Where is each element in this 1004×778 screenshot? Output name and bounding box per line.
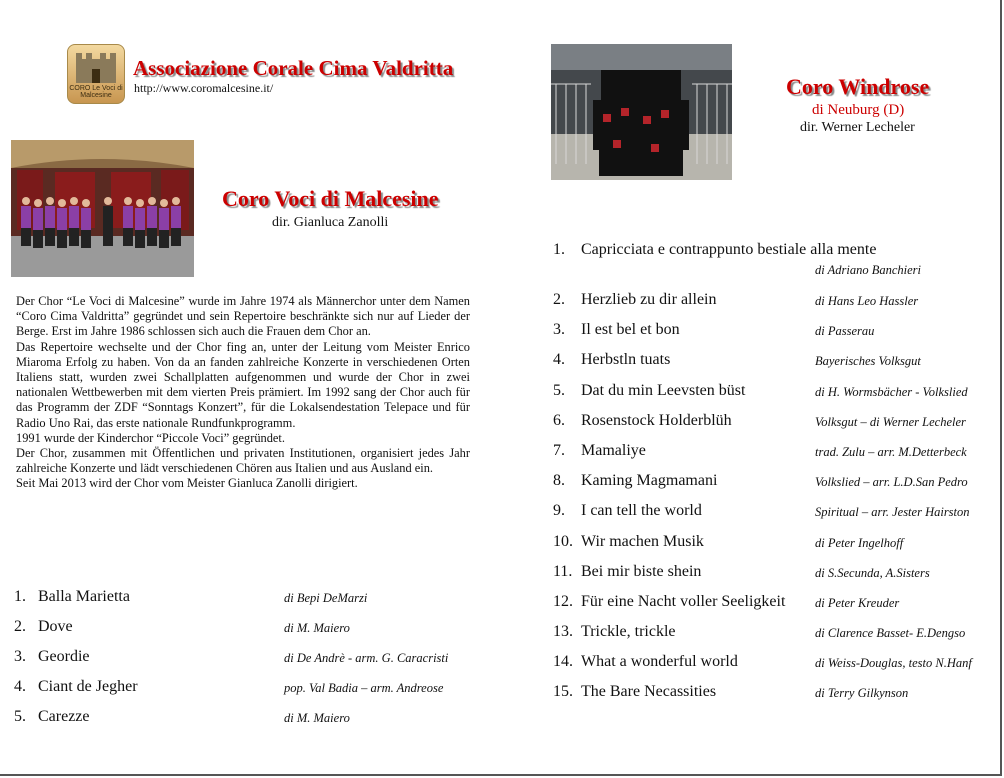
song-title: Kaming Magmamani <box>581 472 718 490</box>
song-title: What a wonderful world <box>581 653 738 671</box>
item-number: 8. <box>553 472 565 490</box>
item-number: 2. <box>14 618 26 635</box>
song-composer: di Adriano Banchieri <box>815 263 922 277</box>
song-composer: di H. Wormsbächer - Volkslied <box>815 384 968 399</box>
item-number: 13. <box>553 623 573 641</box>
list-item <box>553 472 993 502</box>
song-title: Dat du min Leevsten büst <box>581 381 746 399</box>
item-number: 1. <box>553 241 565 258</box>
bio-paragraph: Der Chor, zusammen mit Öffentlichen und privaten Institutionen, organisiert jedes Jahr zahlreiche Konzerte und lädt verschiedenen Chören aus Italien und aus Ausland ein. <box>16 446 470 476</box>
song-composer: di M. Maiero <box>284 711 350 725</box>
song-composer: Spiritual – arr. Jester Hairston <box>815 505 970 520</box>
coro-malcesine-director: dir. Gianluca Zanolli <box>272 215 389 230</box>
item-number: 3. <box>553 321 565 339</box>
song-title: Mamaliye <box>581 441 646 459</box>
song-composer: di De Andrè - arm. G. Caracristi <box>284 651 449 665</box>
song-title: Wir machen Musik <box>581 532 704 550</box>
song-title: Dove <box>38 618 73 635</box>
item-number: 11. <box>553 562 573 580</box>
song-composer: Volksgut – di Werner Lecheler <box>815 414 966 429</box>
song-title: Herbstln tuats <box>581 351 671 369</box>
list-item <box>553 563 993 593</box>
bio-paragraph: Das Repertoire wechselte und der Chor fing an, unter der Leitung vom Meister Enrico Miaroma Erfolg zu haben. Von da an fanden zahlreiche Konzerte in verschiedenen Orten Italiens statt, wurden zwei Schallplatten aufgenommen und wurde der Chor in zwei nationalen Wettbewerben mit dem vierten Preis prämiert. Im 1992 sang der Chor auch für das Programm der ZDF “Sonntags Konzert”, für die Lokalsendestation Telepace und für Radio Uno Rai, das erste nationale Rundfunkprogramm. <box>16 339 470 430</box>
bio-paragraph: Der Chor “Le Voci di Malcesine” wurde im Jahre 1974 als Männerchor unter dem Namen “Coro Cima Valdritta” gegründet und sein Repertoire beschränkte sich nur auf Lieder der Berge. Erst im Jahre 1986 schlossen sich auch die Frauen dem Chor an. <box>16 294 470 339</box>
song-composer: di Peter Ingelhoff <box>815 535 904 550</box>
item-number: 5. <box>14 708 26 725</box>
song-composer: di Clarence Basset- E.Dengso <box>815 626 966 641</box>
list-item <box>14 588 484 618</box>
list-item <box>553 351 993 381</box>
list-item <box>553 593 993 623</box>
song-title: Ciant de Jegher <box>38 678 138 695</box>
windrose-program-list <box>553 241 993 714</box>
song-title: Bei mir biste shein <box>581 562 702 580</box>
bio-paragraph: Seit Mai 2013 wird der Chor vom Meister Gianluca Zanolli dirigiert. <box>16 476 358 491</box>
song-composer: di Terry Gilkynson <box>815 686 909 701</box>
song-composer: di Weiss-Douglas, testo N.Hanf <box>815 656 972 671</box>
item-number: 2. <box>553 291 565 308</box>
song-title: Il est bel et bon <box>581 321 680 339</box>
list-item <box>553 653 993 683</box>
list-item <box>553 502 993 532</box>
song-title: Rosenstock Holderblüh <box>581 411 732 429</box>
item-number: 12. <box>553 592 573 610</box>
list-item <box>553 382 993 412</box>
coro-malcesine-title: Coro Voci di Malcesine <box>222 186 439 211</box>
coro-windrose-title: Coro Windrose <box>786 74 930 99</box>
list-item <box>553 442 993 472</box>
list-item <box>553 321 993 351</box>
list-item <box>553 683 993 713</box>
song-title: The Bare Necassities <box>581 683 717 701</box>
item-number: 1. <box>14 588 26 605</box>
list-item <box>14 648 484 678</box>
song-title: Trickle, trickle <box>581 623 676 641</box>
song-composer: Volkslied – arr. L.D.San Pedro <box>815 475 968 490</box>
song-composer: di Hans Leo Hassler <box>815 294 919 308</box>
malcesine-program-list <box>14 588 484 738</box>
logo-text: CORO Le Voci di Malcesine <box>69 85 123 99</box>
item-number: 15. <box>553 683 573 701</box>
list-item <box>14 618 484 648</box>
song-title: Capricciata e contrappunto bestiale alla mente <box>581 241 877 258</box>
coro-malcesine-bio <box>16 294 470 492</box>
association-title: Associazione Corale Cima Valdritta <box>133 56 454 80</box>
song-composer: di Peter Kreuder <box>815 595 900 610</box>
list-item <box>553 533 993 563</box>
item-number: 5. <box>553 381 565 399</box>
bio-paragraph: 1991 wurde der Kinderchor “Piccole Voci” gegründet. <box>16 430 285 445</box>
song-composer: di Passerau <box>815 324 875 339</box>
photo-coro-malcesine <box>11 140 194 277</box>
list-item <box>14 708 484 738</box>
song-title: Carezze <box>38 708 90 725</box>
song-title: I can tell the world <box>581 502 702 520</box>
photo-coro-windrose <box>551 44 732 180</box>
list-item <box>553 412 993 442</box>
item-number: 14. <box>553 653 573 671</box>
song-composer: Bayerisches Volksgut <box>815 354 921 369</box>
song-title: Geordie <box>38 648 90 665</box>
association-url[interactable]: http://www.coromalcesine.it/ <box>134 81 274 95</box>
song-composer: trad. Zulu – arr. M.Detterbeck <box>815 444 967 459</box>
list-item <box>553 241 993 291</box>
song-title: Für eine Nacht voller Seeligkeit <box>581 592 786 610</box>
item-number: 6. <box>553 411 565 429</box>
coro-windrose-director: dir. Werner Lecheler <box>800 120 915 135</box>
item-number: 9. <box>553 502 565 520</box>
item-number: 10. <box>553 532 573 550</box>
list-item <box>553 623 993 653</box>
item-number: 4. <box>14 678 26 695</box>
song-title: Balla Marietta <box>38 588 130 605</box>
coro-windrose-origin: di Neuburg (D) <box>812 102 905 118</box>
song-composer: di M. Maiero <box>284 621 350 635</box>
song-composer: pop. Val Badia – arm. Andreose <box>284 681 444 695</box>
list-item <box>553 291 993 321</box>
song-composer: di Bepi DeMarzi <box>284 591 368 605</box>
association-logo <box>67 44 125 104</box>
song-composer: di S.Secunda, A.Sisters <box>815 565 930 580</box>
song-title: Herzlieb zu dir allein <box>581 291 717 308</box>
item-number: 7. <box>553 441 565 459</box>
list-item <box>14 678 484 708</box>
item-number: 4. <box>553 351 565 369</box>
item-number: 3. <box>14 648 26 665</box>
